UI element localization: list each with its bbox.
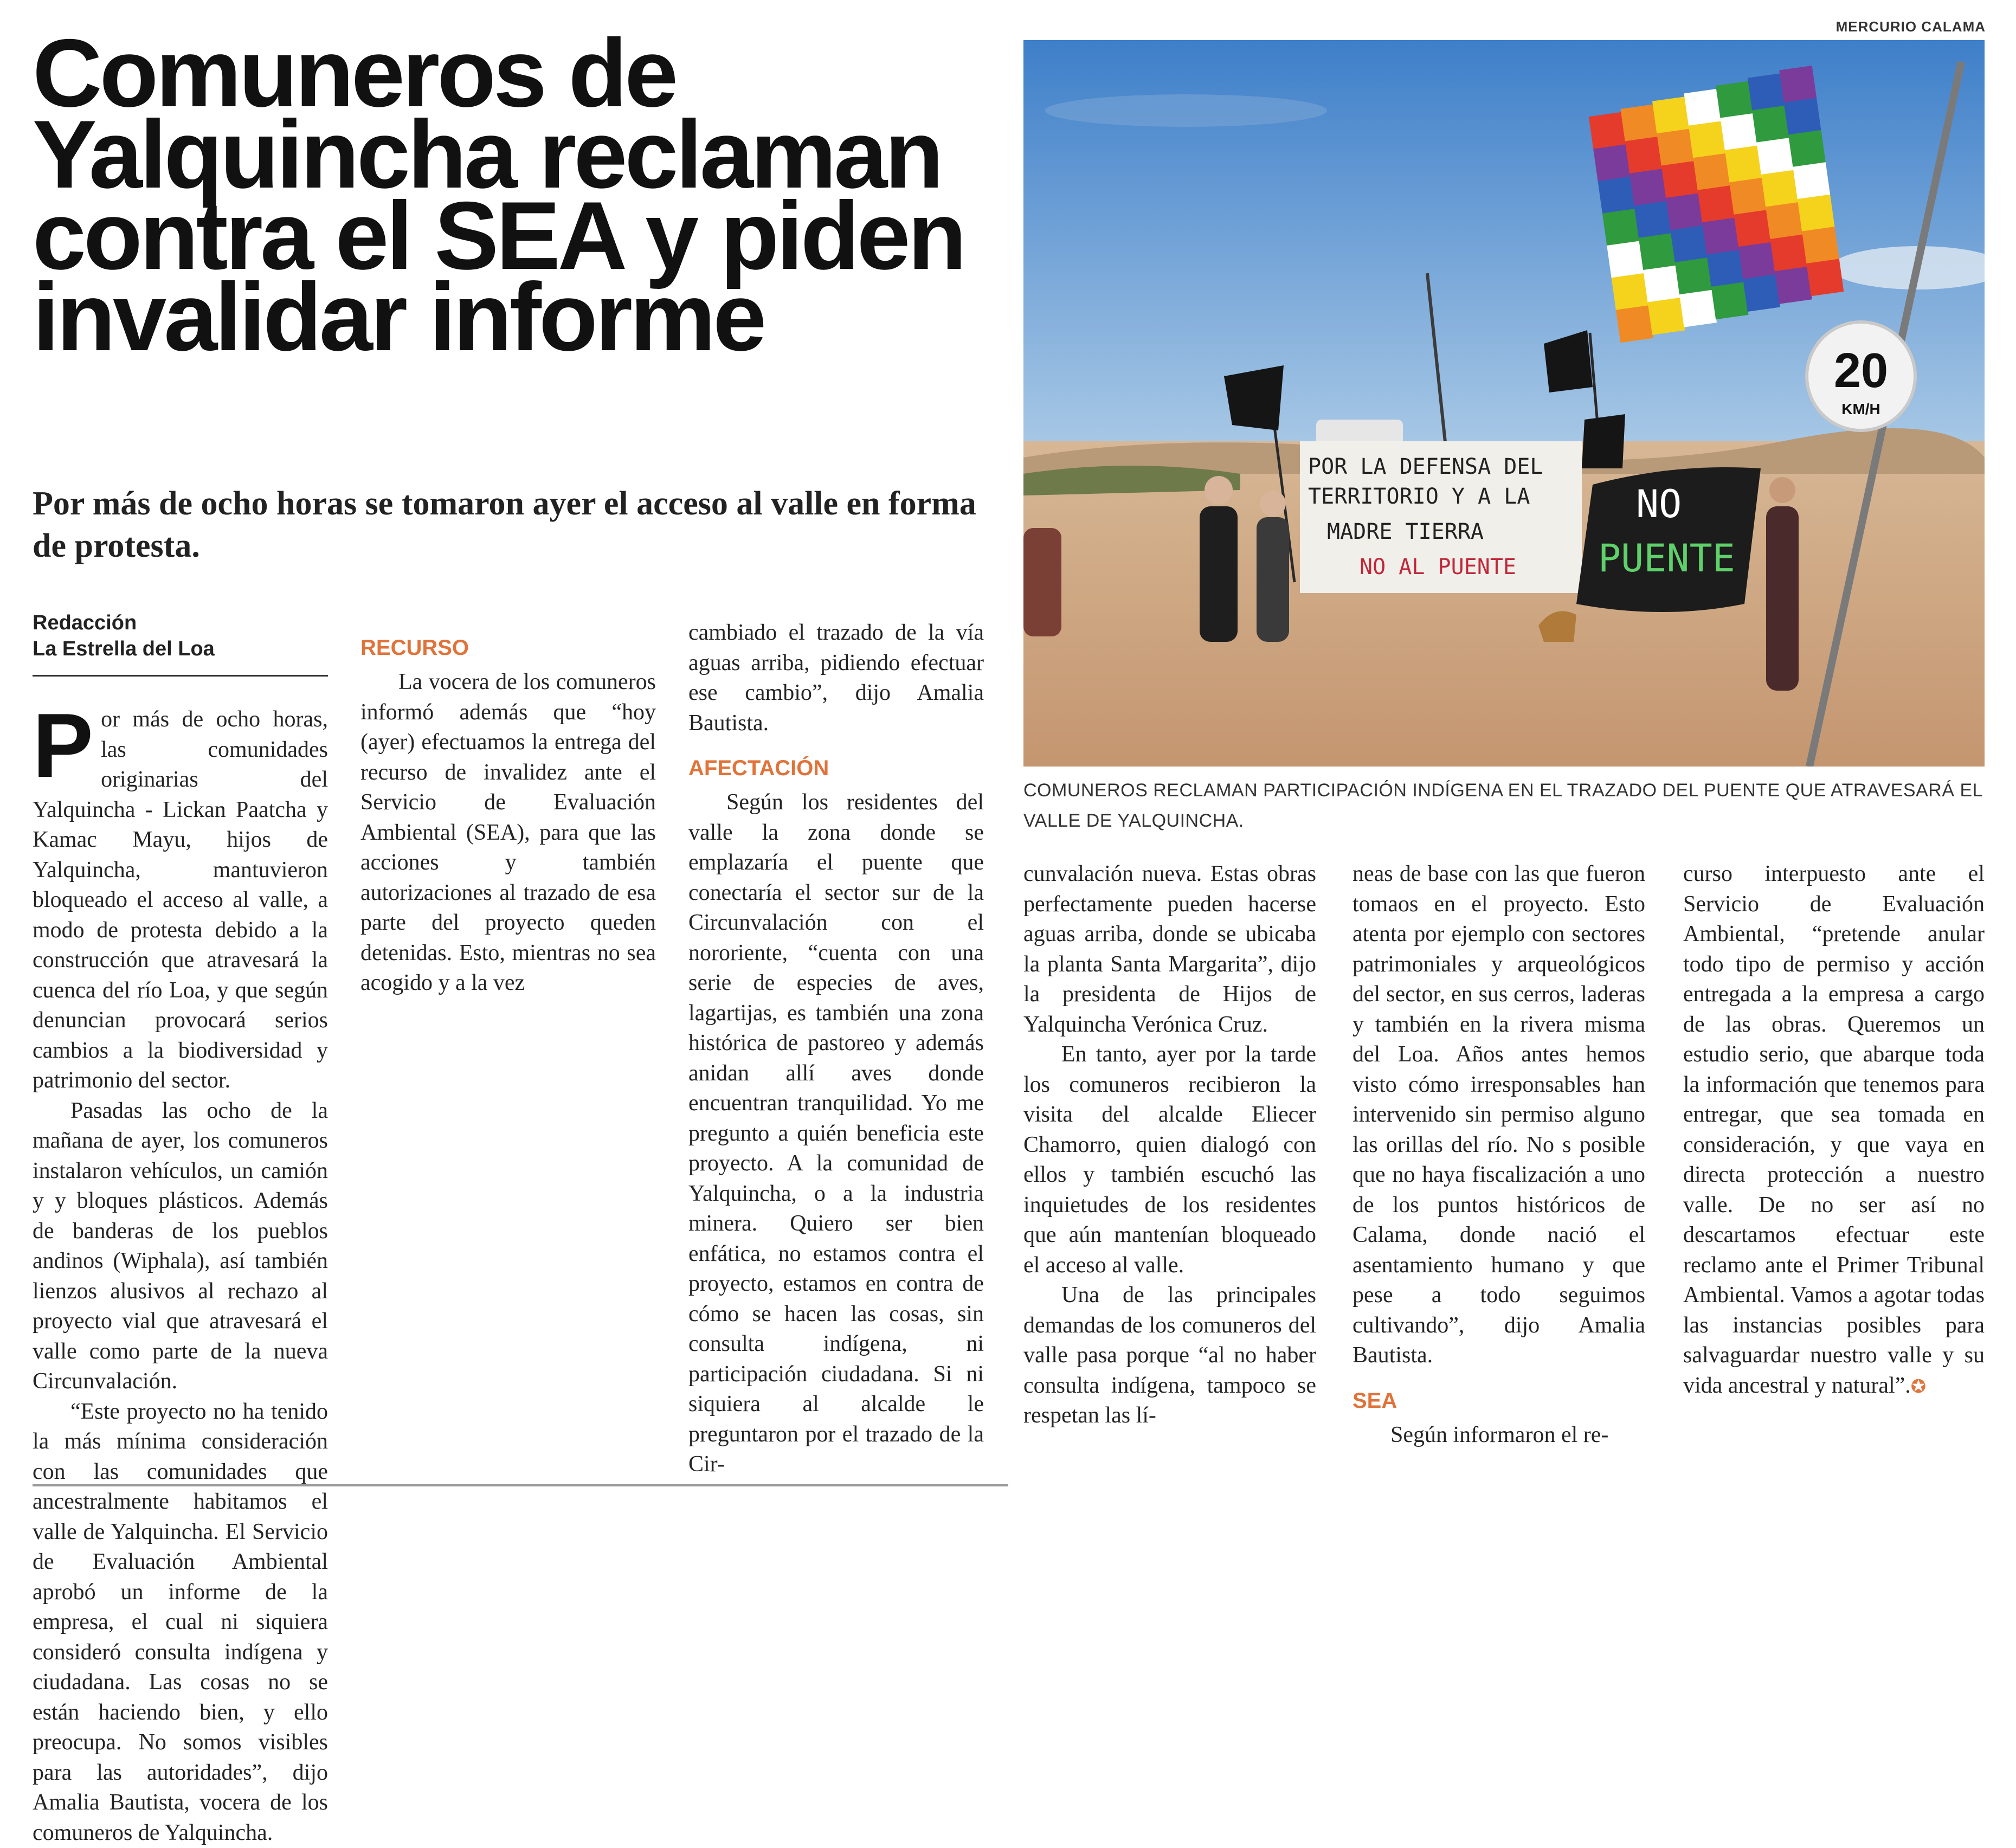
wiphala-square bbox=[1675, 257, 1712, 295]
article-column-3 bbox=[688, 618, 984, 1480]
article-column-5 bbox=[1352, 859, 1645, 1450]
wiphala-square bbox=[1788, 130, 1826, 168]
byline-divider bbox=[33, 675, 328, 677]
headline-line: Yalquincha reclaman bbox=[33, 114, 997, 195]
wiphala-square bbox=[1648, 298, 1685, 335]
speed-sign-value: 20 bbox=[1834, 344, 1888, 398]
wiphala-square bbox=[1734, 210, 1772, 247]
wiphala-square bbox=[1766, 202, 1803, 240]
paragraph: Una de las principales demandas de los comuneros del valle pasa porque “al no haber consulta indígena, tampoco se respetan las lí- bbox=[1023, 1280, 1316, 1431]
article-photo bbox=[1023, 40, 1985, 767]
wiphala-square bbox=[1602, 209, 1640, 246]
paragraph bbox=[1683, 859, 1985, 1402]
wiphala-square bbox=[1625, 137, 1663, 174]
paragraph: Según los residentes del valle la zona donde se emplazaría el puente que conectaría el sector sur de la Circunvalación con el nororiente, “cuenta con una serie de especies de aves, lagartijas, es también una zona histórica de pastoreo y además anidan allí aves donde encuentran tranquilidad. Yo me pregunto a quién beneficia este proyecto. A la comunidad de Yalquincha, o a la industria minera. Quiero ser bien enfática, no estamos contra el proyecto, estamos en contra de cómo se hacen las cosas, sin consulta indígena, ni participación ciudadana. Si ni siquiera al alcalde le preguntaron por el trazado de la Cir- bbox=[688, 788, 984, 1480]
speed-sign-unit: KM/H bbox=[1841, 401, 1880, 417]
wiphala-square bbox=[1607, 241, 1644, 278]
paragraph: En tanto, ayer por la tarde los comuneros recibieron la visita del alcalde Eliecer Chamorro, quien dialogó con ellos y también escuchó las inquietudes de los residentes que aún mantenían bloqueado el acceso al valle. bbox=[1023, 1040, 1316, 1280]
wiphala-square bbox=[1738, 242, 1776, 280]
wiphala-square bbox=[1612, 273, 1649, 311]
headline bbox=[33, 33, 997, 358]
section-heading-afectacion: AFECTACIÓN bbox=[688, 754, 984, 783]
wiphala-square bbox=[1720, 113, 1757, 151]
paragraph bbox=[33, 705, 328, 1096]
wiphala-square bbox=[1798, 195, 1835, 232]
paragraph: Según informaron el re- bbox=[1352, 1420, 1645, 1451]
wiphala-square bbox=[1616, 305, 1653, 343]
subheadline: Por más de ocho horas se tomaron ayer el acceso al valle en forma de protesta. bbox=[33, 482, 997, 567]
paragraph-text: or más de ocho horas, las comunidades originarias del Yalquincha - Lickan Paatcha y Kamac Mayu, hijos de Yalquincha, mantuvieron bloqueado el acceso al valle, a modo de protesta debido a la construcción que atravesará la cuenca del río Loa, y que según denuncian provocará serios cambios a la biodiversidad y patrimonio del sector. bbox=[33, 707, 328, 1093]
cloud bbox=[1045, 94, 1327, 127]
article-column-6 bbox=[1683, 859, 1985, 1402]
paragraph: La vocera de los comuneros informó además que “hoy (ayer) efectuamos la entrega del recurso de invalidez ante el Servicio de Evaluación Ambiental (SEA), para que las acciones y también autorizaciones al trazado de esa parte del proyecto queden detenidas. Esto, mientras no sea acogido y a la vez bbox=[360, 667, 656, 999]
banner-text: MADRE TIERRA bbox=[1327, 519, 1484, 544]
wiphala-square bbox=[1711, 282, 1749, 319]
wiphala-square bbox=[1793, 162, 1830, 199]
paragraph: cunvalación nueva. Estas obras perfectamente pueden hacerse aguas arriba, donde se ubicaba la planta Santa Margarita”, dijo la presidenta de Hijos de Yalquincha Verónica Cruz. bbox=[1023, 859, 1316, 1040]
banner-text: NO AL PUENTE bbox=[1360, 555, 1516, 579]
wiphala-square bbox=[1752, 106, 1789, 143]
byline bbox=[33, 610, 328, 662]
paragraph: neas de base con las que fueron tomaos en el proyecto. Esto atenta por ejemplo con sectores patrimoniales y arqueológicos del sector, en sus cerros, laderas y también en la rivera misma del Loa. Años antes hemos visto cómo irresponsables han intervenido sin permiso alguno las orillas del río. No s posible que no haya fiscalización a uno de los puntos históricos de Calama, donde nació el asentamiento humano y que pese a todo seguimos cultivando”, dijo Amalia Bautista. bbox=[1352, 859, 1645, 1371]
banner-text: POR LA DEFENSA DEL bbox=[1308, 454, 1543, 479]
wiphala-square bbox=[1702, 218, 1740, 255]
headline-line: Comuneros de bbox=[33, 33, 997, 114]
wiphala-square bbox=[1729, 178, 1767, 215]
wiphala-square bbox=[1657, 129, 1694, 166]
headline-line: invalidar informe bbox=[33, 276, 997, 358]
byline-author: Redacción bbox=[33, 610, 328, 636]
wiphala-square bbox=[1743, 274, 1780, 312]
wiphala-square bbox=[1634, 201, 1671, 239]
wiphala-square bbox=[1666, 193, 1703, 230]
wiphala-square bbox=[1779, 66, 1817, 103]
section-heading-sea: SEA bbox=[1352, 1386, 1645, 1416]
wiphala-square bbox=[1589, 112, 1626, 150]
wiphala-square bbox=[1639, 233, 1676, 271]
wiphala-square bbox=[1698, 185, 1735, 223]
wiphala-square bbox=[1693, 153, 1730, 191]
wiphala-square bbox=[1761, 170, 1799, 208]
wiphala-square bbox=[1598, 177, 1635, 214]
paragraph-text: curso interpuesto ante el Servicio de Evaluación Ambiental, “pretende anular todo tipo de permiso y acción entregada a la empresa a cargo de las obras. Queremos un estudio serio, que abarque toda la información que tenemos para entregar, que sea tomada en consideración, y que vaya en directa protección a nuestro valle. De no ser así no descartamos efectuar este reclamo ante el Primer Tribunal Ambiental. Vamos a agotar todas las instancias posibles para salvaguardar nuestro valle y su vida ancestral y natural”. bbox=[1683, 861, 1985, 1398]
article-column-1 bbox=[33, 705, 328, 1848]
paragraph: Pasadas las ocho de la mañana de ayer, los comuneros instalaron vehículos, un camión y y bloques plásticos. Además de banderas de los pueblos andinos (Wiphala), así también lienzos alusivos al rechazo al proyecto vial que atravesará el valle como parte de la nueva Circunvalación. bbox=[33, 1096, 328, 1397]
banner-text: TERRITORIO Y A LA bbox=[1308, 484, 1530, 509]
bottom-rule bbox=[33, 1484, 1008, 1486]
article-column-2 bbox=[360, 618, 656, 999]
wiphala-square bbox=[1679, 290, 1717, 327]
paragraph: “Este proyecto no ha tenido la más mínima consideración con las comunidades que ancestralmente habitamos el valle de Yalquincha. El Servicio de Evaluación Ambiental aprobó un informe de la empresa, el cual ni siquiera consideró consulta indígena y ciudadana. Las cosas no se están haciendo bien, y ello preocupa. No somos visibles para las autoridades”, dijo Amalia Bautista, vocera de los comuneros de Yalquincha. bbox=[33, 1397, 328, 1848]
wiphala-square bbox=[1670, 226, 1708, 263]
wiphala-square bbox=[1629, 169, 1667, 206]
wiphala-square bbox=[1689, 121, 1726, 158]
wiphala-square bbox=[1643, 266, 1680, 303]
wiphala-square bbox=[1770, 234, 1807, 272]
byline-publication: La Estrella del Loa bbox=[33, 636, 328, 662]
wiphala-square bbox=[1684, 89, 1722, 126]
wiphala-square bbox=[1784, 98, 1821, 135]
wiphala-square bbox=[1775, 267, 1812, 304]
protest-photo-illustration bbox=[1023, 40, 1985, 767]
section-heading-recurso: RECURSO bbox=[360, 633, 656, 663]
wiphala-square bbox=[1806, 259, 1844, 297]
wiphala-square bbox=[1593, 144, 1631, 182]
end-mark-icon: ✪ bbox=[1911, 1376, 1927, 1398]
wiphala-square bbox=[1802, 227, 1839, 264]
wiphala-square bbox=[1716, 81, 1753, 119]
wiphala-square bbox=[1748, 73, 1785, 111]
banner-text: NO bbox=[1636, 482, 1682, 526]
headline-line: contra el SEA y piden bbox=[33, 195, 997, 276]
drop-cap: P bbox=[33, 709, 93, 782]
wiphala-square bbox=[1661, 161, 1699, 198]
wiphala-square bbox=[1620, 104, 1658, 141]
banner-text: PUENTE bbox=[1598, 536, 1735, 581]
newspaper-source: MERCURIO CALAMA bbox=[1836, 18, 1986, 35]
paragraph: cambiado el trazado de la vía aguas arriba, pidiendo efectuar ese cambio”, dijo Amalia Bautista. bbox=[688, 618, 984, 738]
article-column-4 bbox=[1023, 859, 1316, 1431]
white-banner bbox=[1300, 441, 1582, 593]
wiphala-square bbox=[1756, 138, 1794, 175]
car bbox=[1023, 528, 1061, 636]
photo-caption: COMUNEROS RECLAMAN PARTICIPACIÓN INDÍGENA EN EL TRAZADO DEL PUENTE QUE ATRAVESARÁ EL VALLE DE YALQUINCHA. bbox=[1023, 775, 1985, 836]
black-banner bbox=[1576, 467, 1761, 612]
wiphala-square bbox=[1725, 145, 1762, 183]
wiphala-square bbox=[1706, 250, 1744, 287]
wiphala-square bbox=[1652, 96, 1690, 134]
